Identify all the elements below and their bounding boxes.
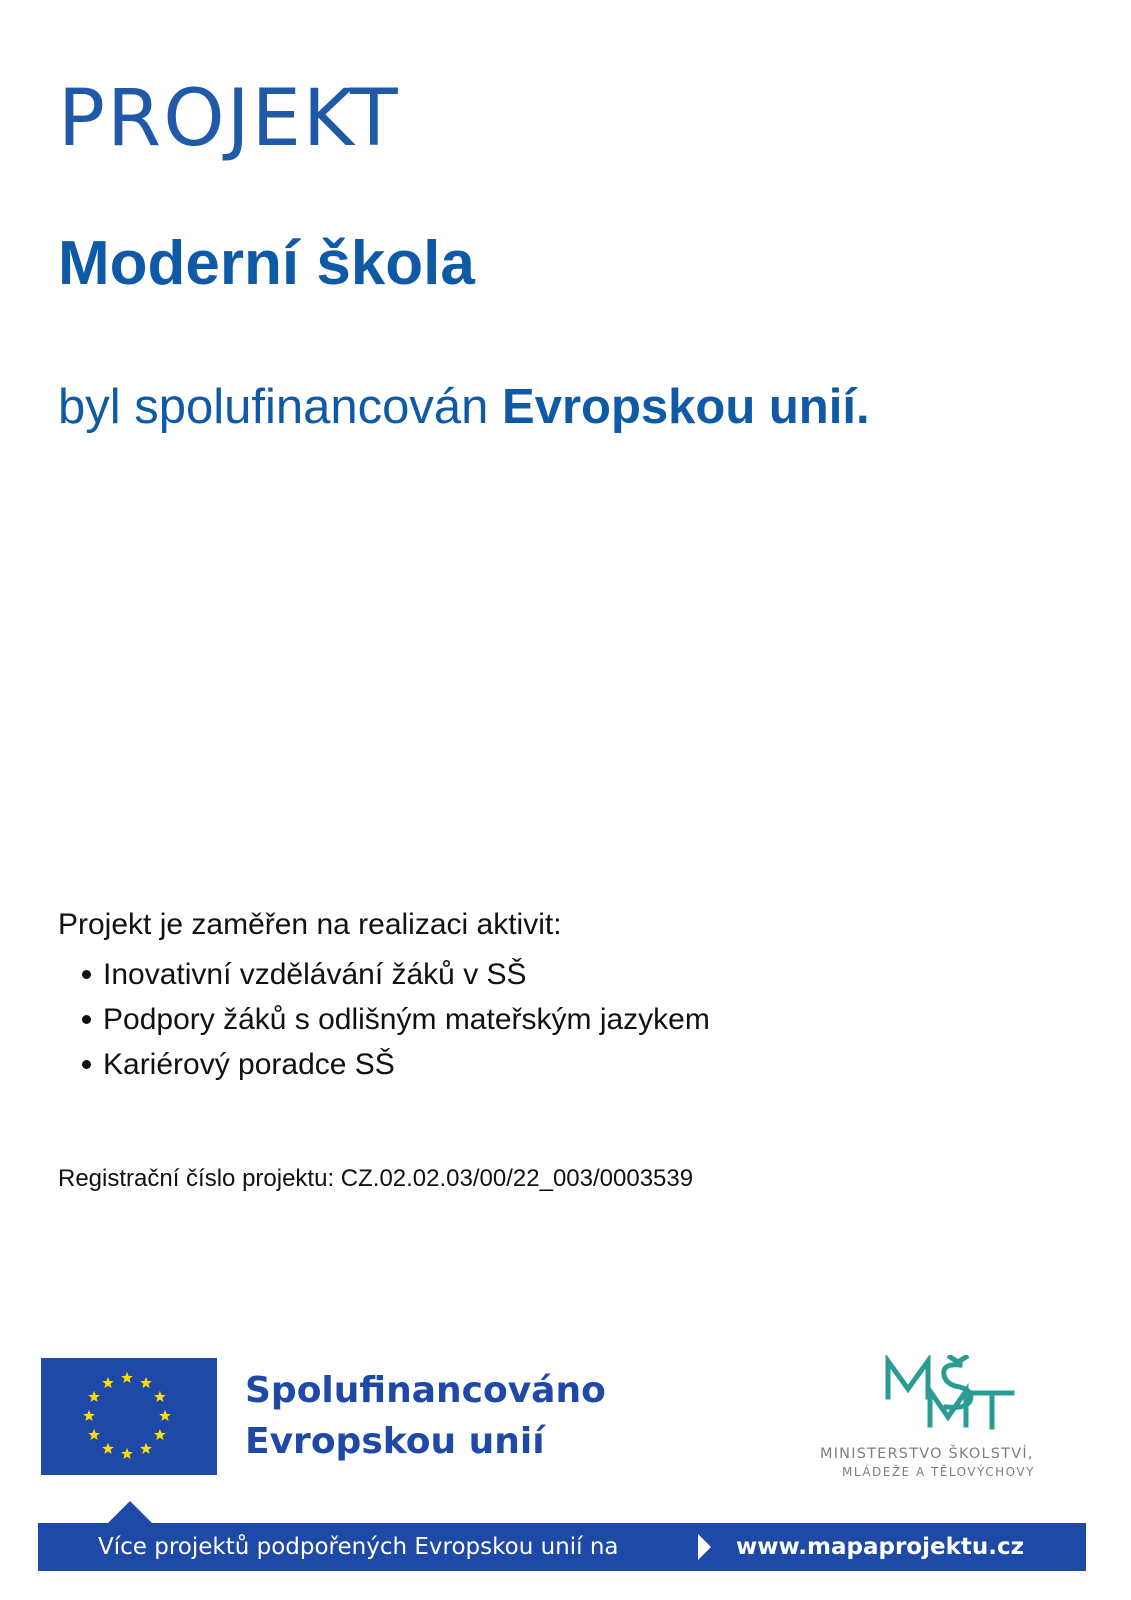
cofinancing-prefix: byl spolufinancován xyxy=(58,380,503,434)
cofinancing-emphasis: Evropskou unií. xyxy=(502,380,870,434)
eu-star-icon xyxy=(102,1443,114,1454)
eu-logo-text xyxy=(245,1365,606,1467)
activity-label: Inovativní vzdělávání žáků v SŠ xyxy=(103,958,527,991)
eu-star-icon xyxy=(140,1443,152,1454)
cofinancing-statement xyxy=(58,381,870,435)
activity-label: Kariérový poradce SŠ xyxy=(103,1048,395,1081)
eu-logo-line2: Evropskou unií xyxy=(245,1421,545,1462)
list-item xyxy=(82,1042,710,1087)
project-name: Moderní škola xyxy=(58,229,475,298)
footer-banner xyxy=(38,1523,1086,1571)
eu-star-icon xyxy=(88,1429,100,1440)
eu-star-icon xyxy=(102,1377,114,1388)
eu-star-icon xyxy=(154,1429,166,1440)
msmt-line1: MINISTERSTVO ŠKOLSTVÍ, xyxy=(820,1446,1034,1462)
registration-number: Registrační číslo projektu: CZ.02.02.03/00/22_003/0003539 xyxy=(58,1165,694,1192)
activities-intro: Projekt je zaměřen na realizaci aktivit: xyxy=(58,908,562,941)
eu-logo-line1: Spolufinancováno xyxy=(245,1370,606,1411)
bullet-icon xyxy=(82,970,91,979)
bullet-icon xyxy=(82,1015,91,1024)
activities-list xyxy=(82,952,710,1087)
list-item xyxy=(82,997,710,1042)
banner-url-link[interactable]: www.mapaprojektu.cz xyxy=(736,1534,1024,1560)
banner-text: Více projektů podpořených Evropskou unií na xyxy=(98,1534,619,1560)
banner-notch xyxy=(108,1501,152,1523)
poster-heading: PROJEKT xyxy=(58,74,400,164)
eu-flag-icon xyxy=(41,1358,217,1475)
msmt-monogram-icon xyxy=(880,1355,1020,1430)
eu-star-icon xyxy=(154,1391,166,1402)
eu-star-icon xyxy=(83,1410,95,1421)
eu-star-icon xyxy=(159,1410,171,1421)
eu-star-icon xyxy=(88,1391,100,1402)
eu-star-icon xyxy=(140,1377,152,1388)
bullet-icon xyxy=(82,1060,91,1069)
eu-star-icon xyxy=(121,1448,133,1459)
arrow-right-icon xyxy=(698,1534,711,1560)
msmt-logo xyxy=(820,1355,1080,1485)
eu-star-icon xyxy=(121,1372,133,1383)
msmt-line2: MLÁDEŽE A TĚLOVÝCHOVY xyxy=(842,1465,1035,1479)
list-item xyxy=(82,952,710,997)
activity-label: Podpory žáků s odlišným mateřským jazykem xyxy=(103,1003,710,1036)
